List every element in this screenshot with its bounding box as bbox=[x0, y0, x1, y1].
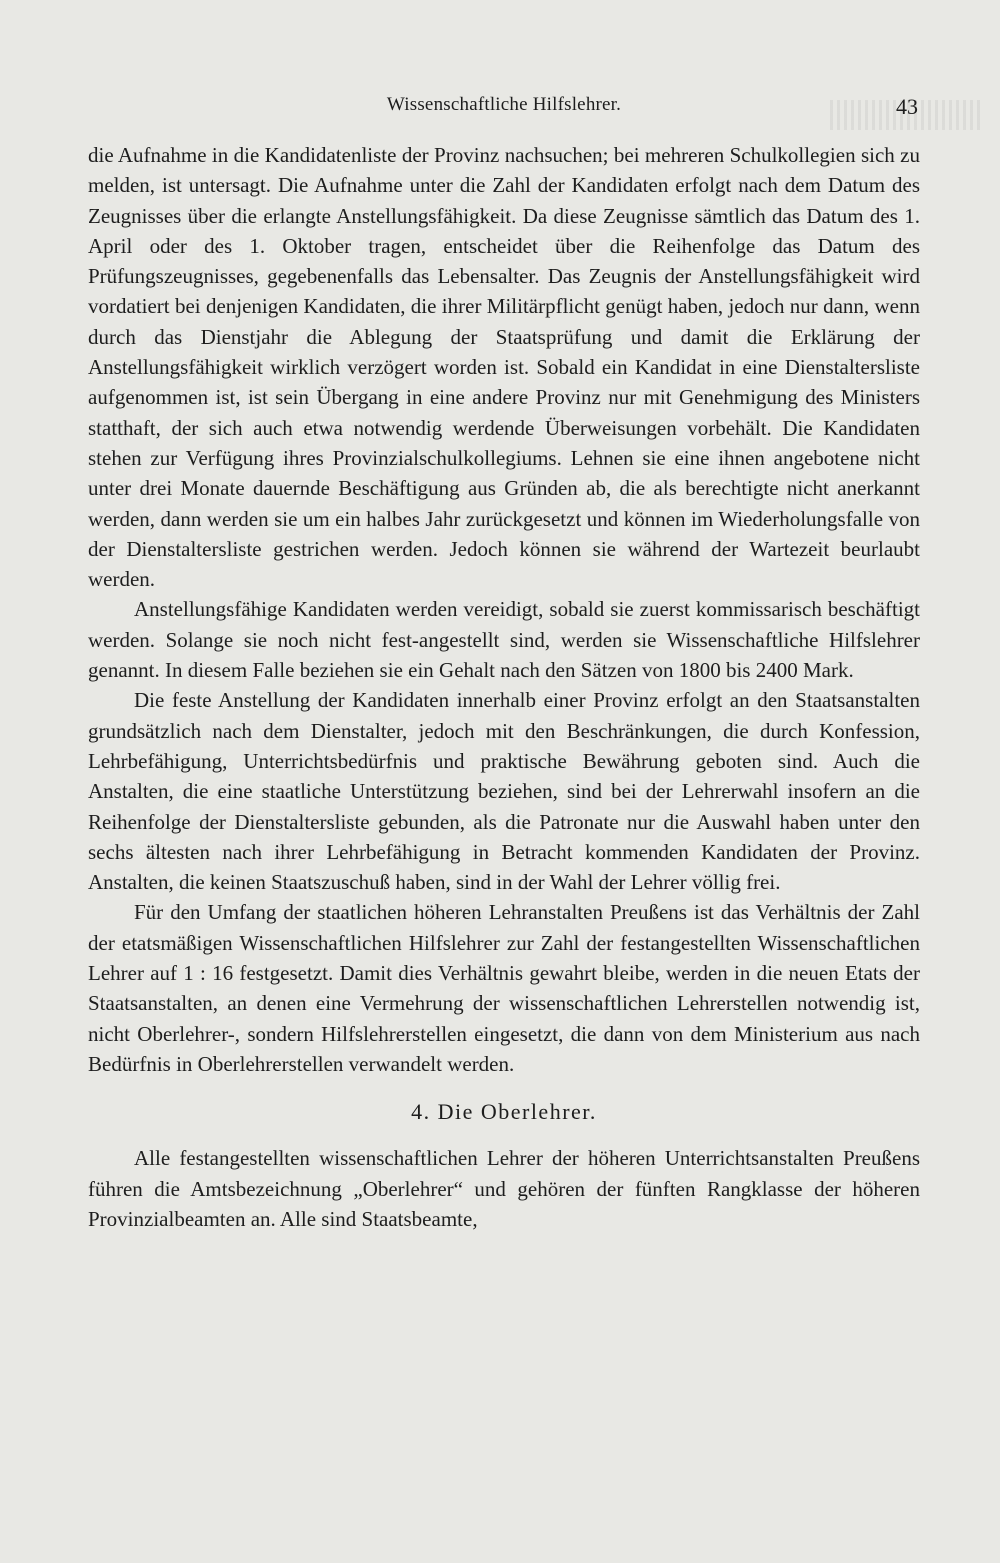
section-paragraph: Alle festangestellten wissenschaftlichen Lehrer der höheren Unterrichtsanstalten Preußens führen die Amtsbezeichnung „Oberlehrer“ und gehören der fünften Rangklasse der höheren Provinzialbeamten an. Alle sind Staatsbeamte, bbox=[88, 1146, 920, 1231]
section-heading: 4. Die Oberlehrer. bbox=[411, 1099, 597, 1125]
paragraph-1: die Aufnahme in die Kandidatenliste der Provinz nachsuchen; bei mehreren Schulkollegien sich zu melden, ist untersagt. Die Aufnahme unter die Zahl der Kandidaten erfolgt nach dem Datum des Zeugnisses über die erlangte Anstellungsfähigkeit. Da diese Zeugnisse sämtlich das Datum des 1. April oder des 1. Oktober tragen, entscheidet über die Reihenfolge das Datum des Prüfungszeugnisses, gegebenenfalls das Lebensalter. Das Zeugnis der Anstellungsfähigkeit wird vordatiert bei denjenigen Kandidaten, die ihrer Militärpflicht genügt haben, jedoch nur dann, wenn durch das Dienstjahr die Ablegung der Staatsprüfung und damit die Erklärung der Anstellungsfähigkeit wirklich verzögert worden ist. Sobald ein Kandidat in eine Dienstaltersliste aufgenommen ist, ist sein Übergang in eine andere Provinz nur mit Genehmigung des Ministers statthaft, der sich auch etwa notwendig werdende Überweisungen vorbehält. Die Kandidaten stehen zur Verfügung ihres Provinzialschulkollegiums. Lehnen sie eine ihnen angebotene nicht unter drei Monate dauernde Beschäftigung aus Gründen ab, die als berechtigte nicht anerkannt werden, dann werden sie um ein halbes Jahr zurückgesetzt und können im Wiederholungsfalle von der Dienstaltersliste gestrichen werden. Jedoch können sie während der Wartezeit beurlaubt werden. bbox=[88, 143, 920, 592]
running-title: Wissenschaftliche Hilfslehrer. bbox=[386, 94, 622, 115]
running-head bbox=[88, 94, 920, 124]
page-body bbox=[88, 140, 920, 1234]
paragraph-4: Für den Umfang der staatlichen höheren Lehranstalten Preußens ist das Verhältnis der Zahl der etatsmäßigen Wissenschaftlichen Hilfslehrer zur Zahl der festangestellten Wissenschaftlichen Lehrer auf 1 : 16 festgesetzt. Damit dies Verhältnis gewahrt bleibe, werden in die neuen Etats der Staatsanstalten, an denen eine Vermehrung der wissenschaftlichen Lehrerstellen notwendig ist, nicht Oberlehrer-, sondern Hilfslehrerstellen eingesetzt, die dann von dem Ministerium aus nach Bedürfnis in Oberlehrerstellen verwandelt werden. bbox=[88, 900, 920, 1076]
page-number: 43 bbox=[896, 94, 918, 119]
paragraph-2: Anstellungsfähige Kandidaten werden vereidigt, sobald sie zuerst kommissarisch beschäftigt werden. Solange sie noch nicht fest-angestellt sind, werden sie Wissenschaftliche Hilfslehrer genannt. In diesem Falle beziehen sie ein Gehalt nach den Sätzen von 1800 bis 2400 Mark. bbox=[88, 597, 920, 683]
paragraph-3: Die feste Anstellung der Kandidaten innerhalb einer Provinz erfolgt an den Staatsanstalten grundsätzlich nach dem Dienstalter, jedoch mit den Beschränkungen, die durch Konfession, Lehrbefähigung, Unterrichtsbedürfnis und praktische Bewährung geboten sind. Auch die Anstalten, die eine staatliche Unterstützung beziehen, sind bei der Lehrerwahl insofern an die Reihenfolge der Dienstaltersliste gebunden, als die Patronate nur die Auswahl haben unter den sechs ältesten nach ihrer Lehrbefähigung in Betracht kommenden Kandidaten der Provinz. Anstalten, die keinen Staatszuschuß haben, sind in der Wahl der Lehrer völlig frei. bbox=[88, 688, 920, 895]
